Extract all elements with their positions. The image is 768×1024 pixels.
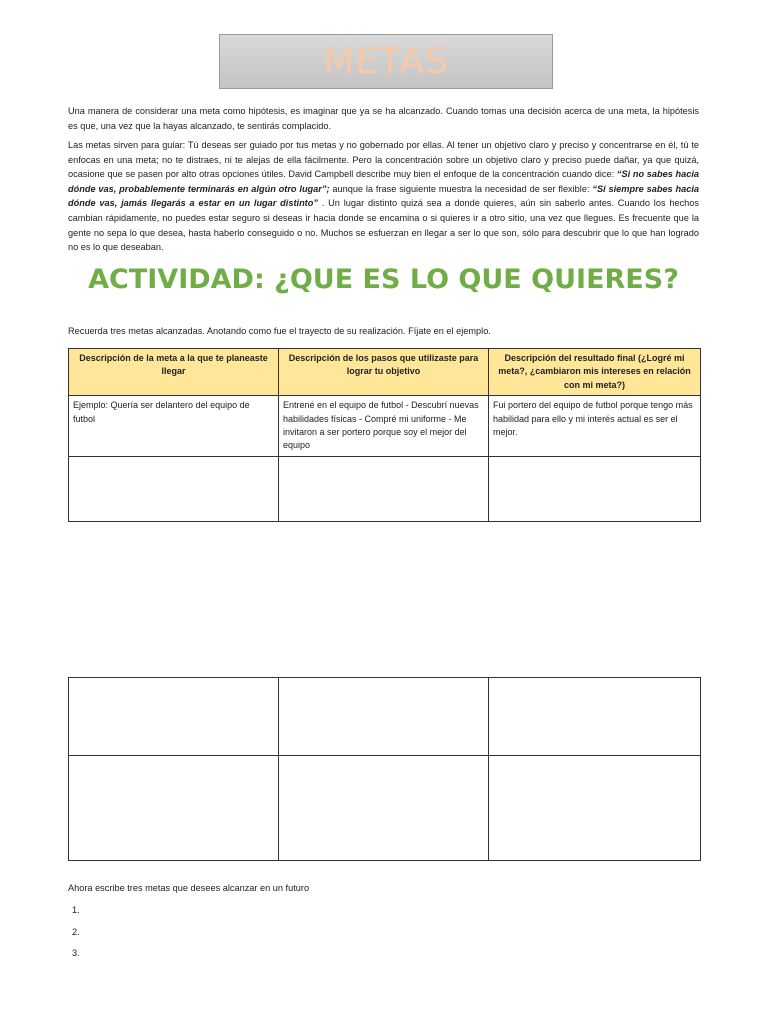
goals-table-continued <box>68 677 701 861</box>
future-goal-item-3: 3. <box>72 948 80 958</box>
header-steps-description: Descripción de los pasos que utilizaste para lograr tu objetivo <box>279 349 489 396</box>
blank-cell[interactable] <box>279 756 489 861</box>
title-banner <box>219 34 553 89</box>
future-goal-item-1: 1. <box>72 905 80 915</box>
goals-table <box>68 348 701 522</box>
activity-instruction: Recuerda tres metas alcanzadas. Anotando como fue el trayecto de su realización. Fíjate en el ejemplo. <box>68 326 491 336</box>
header-result-description: Descripción del resultado final (¿Logré mi meta?, ¿cambiaron mis intereses en relación con mi meta?) <box>489 349 701 396</box>
example-result-cell: Fui portero del equipo de futbol porque tengo más habilidad para ello y mi interés actual es ser el mejor. <box>489 396 701 457</box>
blank-cell[interactable] <box>489 678 701 756</box>
table-row-example <box>69 396 701 457</box>
activity-heading: ACTIVIDAD: ¿QUE ES LO QUE QUIERES? <box>88 264 679 295</box>
table-row <box>69 756 701 861</box>
blank-cell[interactable] <box>279 678 489 756</box>
header-goal-description: Descripción de la meta a la que te planeaste llegar <box>69 349 279 396</box>
blank-cell[interactable] <box>69 456 279 521</box>
blank-cell[interactable] <box>279 456 489 521</box>
future-goals-prompt: Ahora escribe tres metas que desees alcanzar en un futuro <box>68 883 310 893</box>
intro-paragraph: Una manera de considerar una meta como hipótesis, es imaginar que ya se ha alcanzado. Cuando tomas una decisión acerca de una meta, la hipótesis es que, una vez que la hayas alcanzado, te sentirás complacido. <box>68 106 699 131</box>
body-text-part1: Las metas sirven para guiar: Tú deseas ser guiado por tus metas y no gobernado por ellas. Al tener un objetivo claro y preciso y concentrarse en él, tú te enfocas en una meta; no te distraes, ni te alejas de ella fácilmente. Pero la concentración sobre un objetivo claro y preciso puede dañar, ya que quizá, ocasione que se pasen por alto otras opciones útiles. David Campbell describe muy bien el enfoque de la concentración cuando dice: <box>68 140 699 180</box>
body-text-part3: . Un lugar distinto quizá sea a donde quieres, aún sin saberlo antes. Cuando los hechos cambian rápidamente, no puedes estar seguro si deseas ir hacia donde se encamina o si quieres ir a otro sitio, una vez que llegues. Es frecuente que la gente no sepa lo que desea, hasta haberlo conseguido o no. Muchos se esfuerzan en llegar a ser lo que son, sólo para descubrir que lo que han logrado no es lo que deseaban. <box>68 198 699 253</box>
table-row <box>69 456 701 521</box>
body-paragraph <box>68 138 699 255</box>
quote-two: “Si siempre sabes hacia dónde vas, jamás llegarás a estar en un lugar distinto” <box>68 183 700 209</box>
example-steps-cell: Entrené en el equipo de futbol - Descubrí nuevas habilidades físicas - Compré mi uniforme - Me invitaron a ser portero porque soy el mejor del equipo <box>279 396 489 457</box>
quote-one: “Si no sabes hacia dónde vas, probablemente terminarás en algún otro lugar”; <box>68 169 699 194</box>
table-row <box>69 678 701 756</box>
blank-cell[interactable] <box>69 756 279 861</box>
blank-cell[interactable] <box>489 756 701 861</box>
blank-cell[interactable] <box>69 678 279 756</box>
blank-cell[interactable] <box>489 456 701 521</box>
page-title: METAS <box>323 41 449 82</box>
table-header-row <box>69 349 701 396</box>
example-goal-cell: Ejemplo: Quería ser delantero del equipo de futbol <box>69 396 279 457</box>
future-goal-item-2: 2. <box>72 927 80 937</box>
body-text-part2: aunque la frase siguiente muestra la necesidad de ser flexible: <box>329 183 593 194</box>
